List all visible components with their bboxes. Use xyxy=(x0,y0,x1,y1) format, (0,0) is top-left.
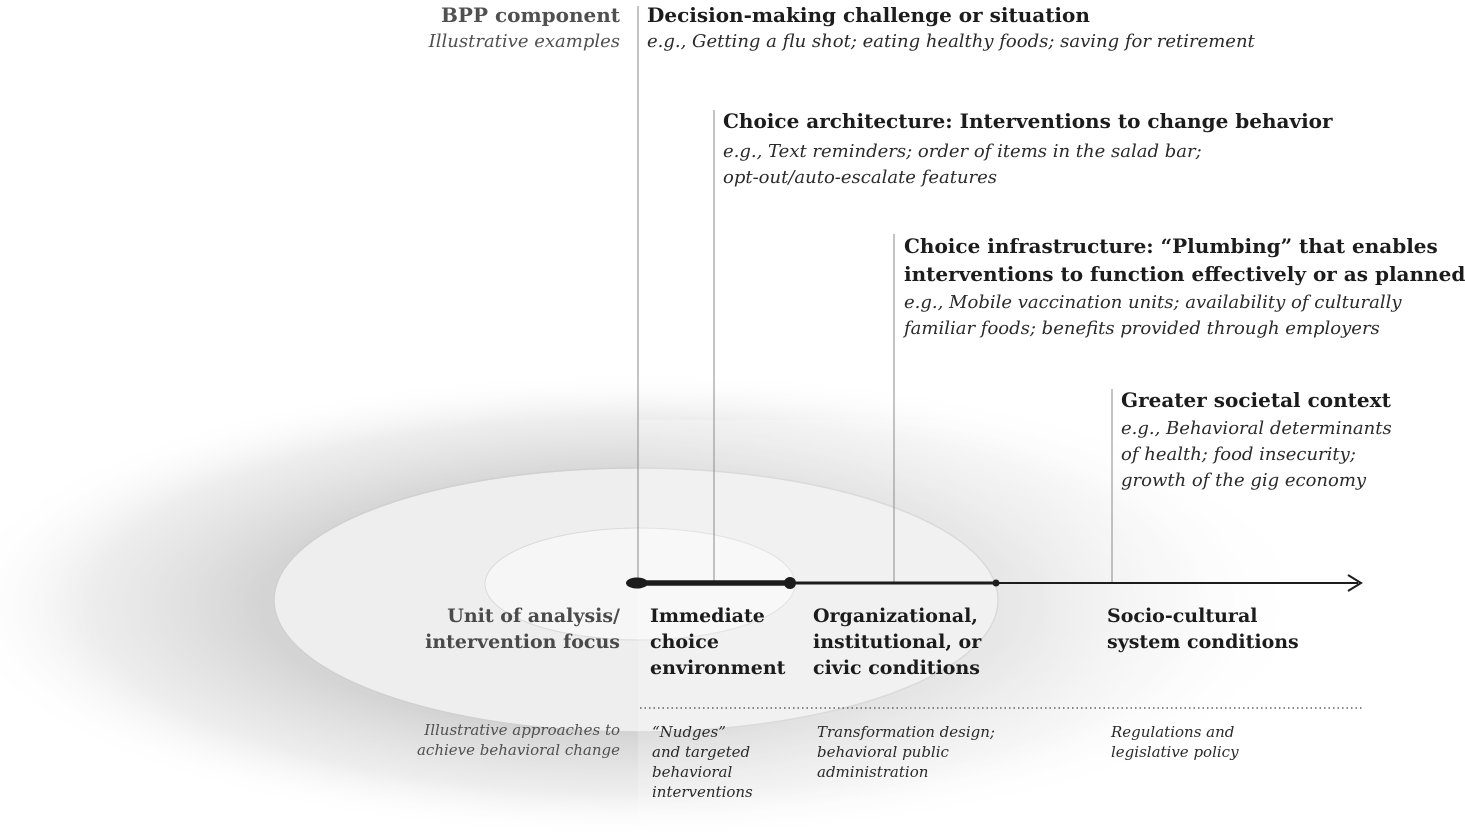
approach-regulations xyxy=(1111,722,1239,762)
component-societal-context xyxy=(1121,386,1392,494)
approach-regulations-line1: Regulations and xyxy=(1111,723,1235,741)
component-choice-architecture-title: Choice architecture: Interventions to change behavior xyxy=(723,109,1333,133)
unit-row-label-line1: Unit of analysis/ xyxy=(447,605,620,627)
approach-nudges-line3: behavioral xyxy=(652,763,733,781)
approach-regulations-line2: legislative policy xyxy=(1111,743,1239,761)
approach-nudges xyxy=(652,722,753,802)
component-choice-infrastructure-title-line1: Choice infrastructure: “Plumbing” that enables xyxy=(904,234,1438,258)
approach-transformation-design xyxy=(817,722,995,782)
component-decision-making-title: Decision-making challenge or situation xyxy=(647,3,1090,27)
component-societal-context-example-line2: of health; food insecurity; xyxy=(1121,444,1356,465)
approach-nudges-line2: and targeted xyxy=(652,743,751,761)
approach-transformation-line3: administration xyxy=(817,763,929,781)
approach-row-label xyxy=(417,720,620,760)
unit-organizational-line2: institutional, or xyxy=(813,631,982,653)
component-choice-infrastructure-title-line2: interventions to function effectively or as planned xyxy=(904,262,1465,286)
component-choice-infrastructure xyxy=(904,232,1465,342)
axis-node-immediate xyxy=(784,577,796,589)
unit-organizational-line1: Organizational, xyxy=(813,605,978,627)
approach-transformation-line1: Transformation design; xyxy=(817,723,995,741)
approach-nudges-line1: “Nudges” xyxy=(652,723,726,741)
component-choice-infrastructure-example-line2: familiar foods; benefits provided through employers xyxy=(904,318,1380,339)
unit-immediate-line3: environment xyxy=(650,657,786,679)
component-decision-making-example: e.g., Getting a flu shot; eating healthy foods; saving for retirement xyxy=(647,31,1255,52)
unit-immediate-line1: Immediate xyxy=(650,605,765,627)
component-row-subtitle: Illustrative examples xyxy=(428,31,620,52)
unit-socio-cultural-line1: Socio-cultural xyxy=(1107,605,1258,627)
component-societal-context-title: Greater societal context xyxy=(1121,388,1391,412)
unit-row-label xyxy=(425,603,620,655)
component-choice-architecture xyxy=(723,107,1333,191)
component-decision-making xyxy=(647,1,1255,55)
unit-organizational-line3: civic conditions xyxy=(813,657,980,679)
component-row-title: BPP component xyxy=(441,3,620,27)
unit-socio-cultural-line2: system conditions xyxy=(1107,631,1299,653)
axis-origin-node xyxy=(626,578,648,589)
axis-node-organizational xyxy=(993,580,1000,587)
approach-nudges-line4: interventions xyxy=(652,783,753,801)
unit-immediate-choice-environment xyxy=(650,603,785,681)
approach-row-label-line2: achieve behavioral change xyxy=(416,741,620,759)
component-societal-context-example-line1: e.g., Behavioral determinants xyxy=(1121,418,1392,439)
component-societal-context-example-line3: growth of the gig economy xyxy=(1121,470,1367,491)
approach-transformation-line2: behavioral public xyxy=(817,743,949,761)
unit-row-label-line2: intervention focus xyxy=(425,631,620,653)
component-choice-infrastructure-example-line1: e.g., Mobile vaccination units; availability of culturally xyxy=(904,292,1402,313)
unit-immediate-line2: choice xyxy=(650,631,719,653)
unit-organizational-conditions xyxy=(813,603,981,681)
component-choice-architecture-example-line2: opt-out/auto-escalate features xyxy=(723,167,998,188)
unit-socio-cultural-conditions xyxy=(1107,603,1299,655)
approach-row-label-line1: Illustrative approaches to xyxy=(424,721,620,739)
component-choice-architecture-example-line1: e.g., Text reminders; order of items in the salad bar; xyxy=(723,141,1202,162)
